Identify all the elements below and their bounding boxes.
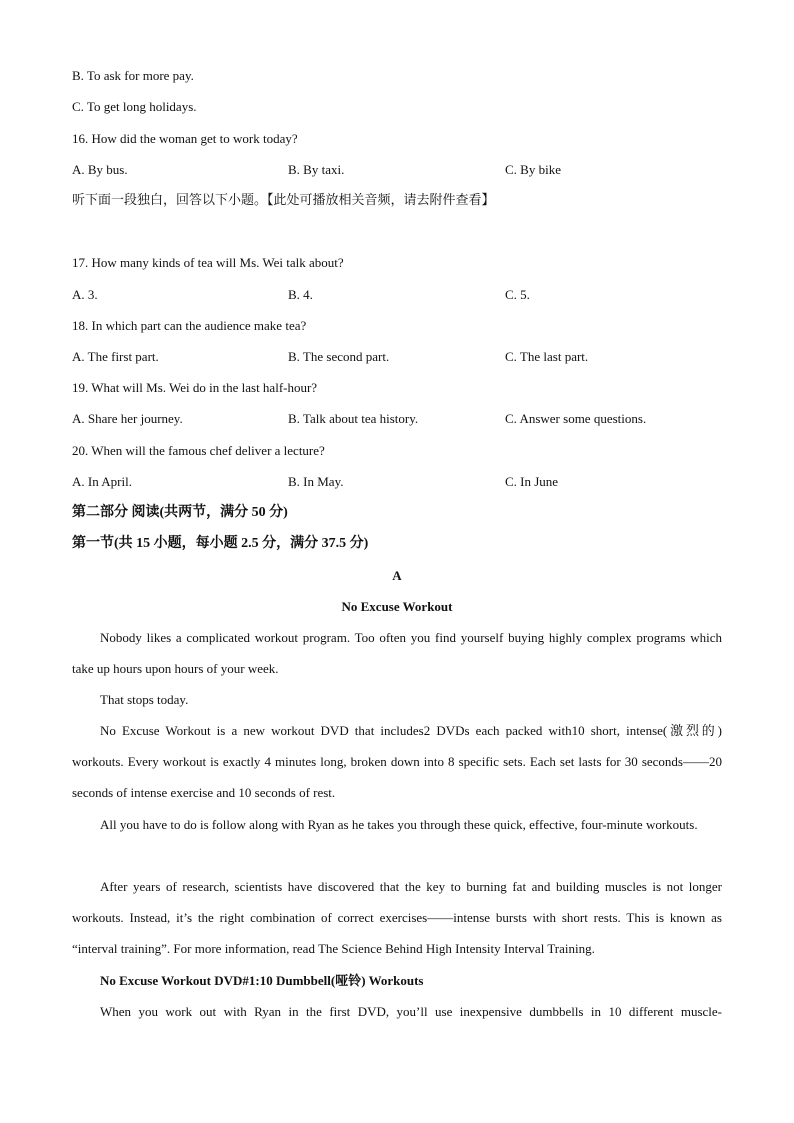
q17-options	[72, 287, 732, 303]
q20-option-c: C. In June	[505, 474, 559, 489]
q18-option-a: A. The first part.	[72, 349, 159, 364]
q20-option-b: B. In May.	[288, 474, 344, 489]
q18-options	[72, 349, 732, 365]
passage-paragraph-5: After years of research, scientists have discovered that the key to burning fat and building muscles is not longer workouts. Instead, it’s the right combination of correct exercises——intense bursts with short rests. This is known as “interval training”. For more information, read The Science Behind High Intensity Interval Training.	[72, 879, 722, 957]
q17-option-b: B. 4.	[288, 287, 313, 302]
q19-option-a: A. Share her journey.	[72, 411, 183, 426]
q17-option-a: A. 3.	[72, 287, 98, 302]
q20-question: 20. When will the famous chef deliver a lecture?	[72, 443, 325, 458]
passage-paragraph-1: Nobody likes a complicated workout program. Too often you find yourself buying highly complex programs which take up hours upon hours of your week.	[72, 630, 722, 677]
q15-option-c: C. To get long holidays.	[72, 99, 197, 114]
passage-letter: A	[392, 568, 402, 583]
q16-options	[72, 162, 732, 178]
q17-question: 17. How many kinds of tea will Ms. Wei talk about?	[72, 255, 344, 270]
passage-title: No Excuse Workout	[341, 599, 453, 614]
passage-paragraph-4: All you have to do is follow along with Ryan as he takes you through these quick, effective, four-minute workouts.	[100, 817, 698, 832]
q16-option-c: C. By bike	[505, 162, 561, 177]
reading-section-heading: 第一节(共 15 小题，每小题 2.5 分，满分 37.5 分)	[72, 536, 369, 551]
q16-option-b: B. By taxi.	[288, 162, 345, 177]
passage-paragraph-3: No Excuse Workout is a new workout DVD that includes2 DVDs each packed with10 short, intense(激烈的) workouts. Every workout is exactly 4 minutes long, broken down into 8 specific sets. Each set lasts for 30 seconds——20 seconds of intense exercise and 10 seconds of rest.	[72, 723, 722, 801]
q16-question: 16. How did the woman get to work today?	[72, 131, 298, 146]
q18-option-b: B. The second part.	[288, 349, 390, 364]
reading-part-heading: 第二部分 阅读(共两节，满分 50 分)	[72, 505, 288, 520]
q20-options	[72, 474, 732, 490]
q18-option-c: C. The last part.	[505, 349, 589, 364]
q19-option-c: C. Answer some questions.	[505, 411, 647, 426]
q19-option-b: B. Talk about tea history.	[288, 411, 419, 426]
passage-paragraph-6: When you work out with Ryan in the first DVD, you’ll use inexpensive dumbbells in 10 different muscle-	[100, 1004, 722, 1019]
monologue-instruction: 听下面一段独白，回答以下小题。【此处可播放相关音频，请去附件查看】	[72, 193, 495, 208]
q17-option-c: C. 5.	[505, 287, 530, 302]
passage-subheading: No Excuse Workout DVD#1:10 Dumbbell(哑铃) Workouts	[100, 973, 424, 988]
q18-question: 18. In which part can the audience make tea?	[72, 318, 307, 333]
q20-option-a: A. In April.	[72, 474, 132, 489]
q19-question: 19. What will Ms. Wei do in the last half-hour?	[72, 380, 318, 395]
passage-paragraph-2: That stops today.	[100, 692, 189, 707]
q16-option-a: A. By bus.	[72, 162, 128, 177]
q19-options	[72, 411, 732, 427]
q15-option-b: B. To ask for more pay.	[72, 68, 194, 83]
